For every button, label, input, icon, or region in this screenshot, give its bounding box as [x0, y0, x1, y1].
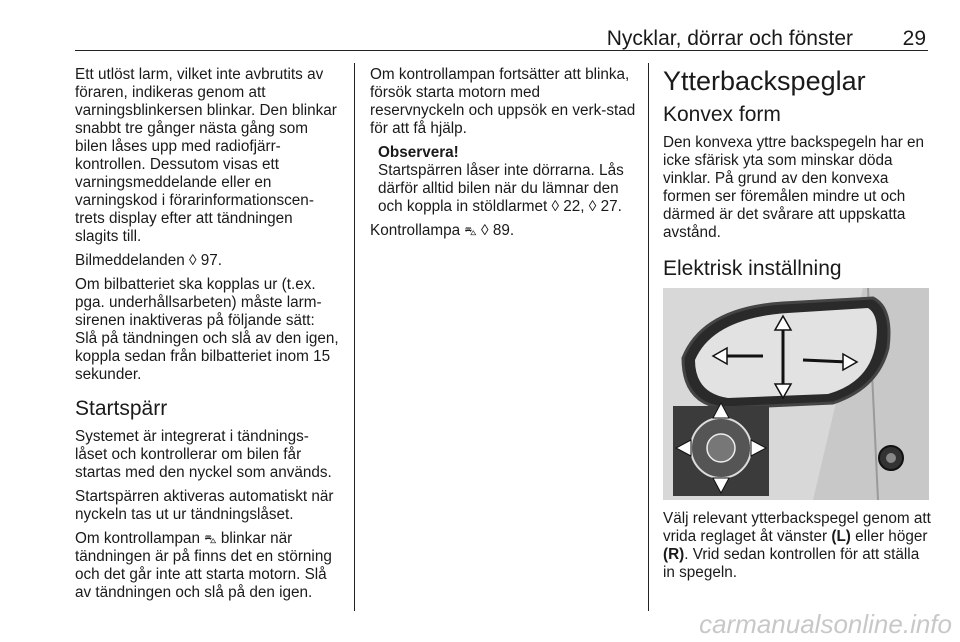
- vehicle-messages-reference: Bilmeddelanden ◊ 97.: [75, 252, 223, 269]
- mirror-adjustment-illustration: [663, 288, 929, 500]
- indicator-reference: Kontrollampa ⛍ ◊ 89.: [370, 222, 515, 239]
- column-2: [370, 66, 638, 246]
- lamp-continues-paragraph: Om kontrollampan fortsätter att blinka, försök starta motorn med reservnyckeln och uppsök en verk-stad för att få hjälp.: [370, 66, 636, 137]
- column-divider-2: [648, 63, 649, 611]
- watermark-url: carmanualsonline.info: [699, 609, 952, 639]
- convex-paragraph: Den konvexa yttre backspegeln har en icke sfärisk yta som minskar döda vinklar. På grund av den konvexa formen ser föremålen mindre ut och därmed är det svårare att uppskatta avstånd.: [663, 134, 925, 241]
- battery-paragraph: Om bilbatteriet ska kopplas ur (t.ex. pga. underhållsarbeten) måste larm-sirenen inaktiveras på följande sätt: Slå på tändningen och slå av den igen, koppla sedan från bilbatteriet inom 15 sekunder.: [75, 276, 339, 383]
- note-title: Observera!: [378, 144, 459, 161]
- convex-heading: Konvex form: [663, 103, 781, 126]
- column-3: [663, 66, 931, 588]
- column-divider-1: [354, 63, 355, 611]
- page-header: [75, 28, 928, 50]
- immobiliser-paragraph-1: Systemet är integrerat i tändnings-låset och kontrollerar om bilen får startas med den nyckel som används.: [75, 428, 332, 481]
- column-1: [75, 66, 340, 608]
- electric-adjustment-heading: Elektrisk inställning: [663, 257, 842, 280]
- page-number: 29: [902, 27, 926, 50]
- mirrors-heading: Ytterbackspeglar: [663, 66, 866, 96]
- alarm-paragraph: Ett utlöst larm, vilket inte avbrutits av föraren, indikeras genom att varningsblinkersen blinkar. Den blinkar snabbt tre gånger nästa gång som bilen låses upp med radiofjärr-kontrollen. Dessutom visas ett varningsmeddelande eller en varningskod i förarinformationscen-trets display efter att tändningen slagits till.: [75, 66, 337, 245]
- note-text: Startspärren låser inte dörrarna. Lås därför alltid bilen när du lämnar den och koppla in stöldlarmet ◊ 22, ◊ 27.: [378, 162, 624, 215]
- immobiliser-paragraph-2: Startspärren aktiveras automatiskt när nyckeln tas ut ur tändningslåset.: [75, 488, 334, 523]
- immobiliser-lamp-icon: ⛍: [204, 532, 217, 546]
- immobiliser-heading: Startspärr: [75, 397, 168, 420]
- page-title: Nycklar, dörrar och fönster: [606, 27, 853, 50]
- immobiliser-lamp-icon: ⛍: [464, 224, 477, 238]
- selection-paragraph: Välj relevant ytterbackspegel genom att vrida reglaget åt vänster (L) eller höger (R). Vrid sedan kontrollen för att ställa in spegeln.: [663, 510, 931, 581]
- mirror-adjustment-figure: [663, 288, 929, 500]
- header-divider: [75, 50, 928, 51]
- note-box: [370, 144, 638, 216]
- immobiliser-paragraph-3: Om kontrollampan ⛍ blinkar när tändningen är på finns det en störning och det går inte att starta motorn. Slå av tändningen och slå på den igen.: [75, 530, 332, 601]
